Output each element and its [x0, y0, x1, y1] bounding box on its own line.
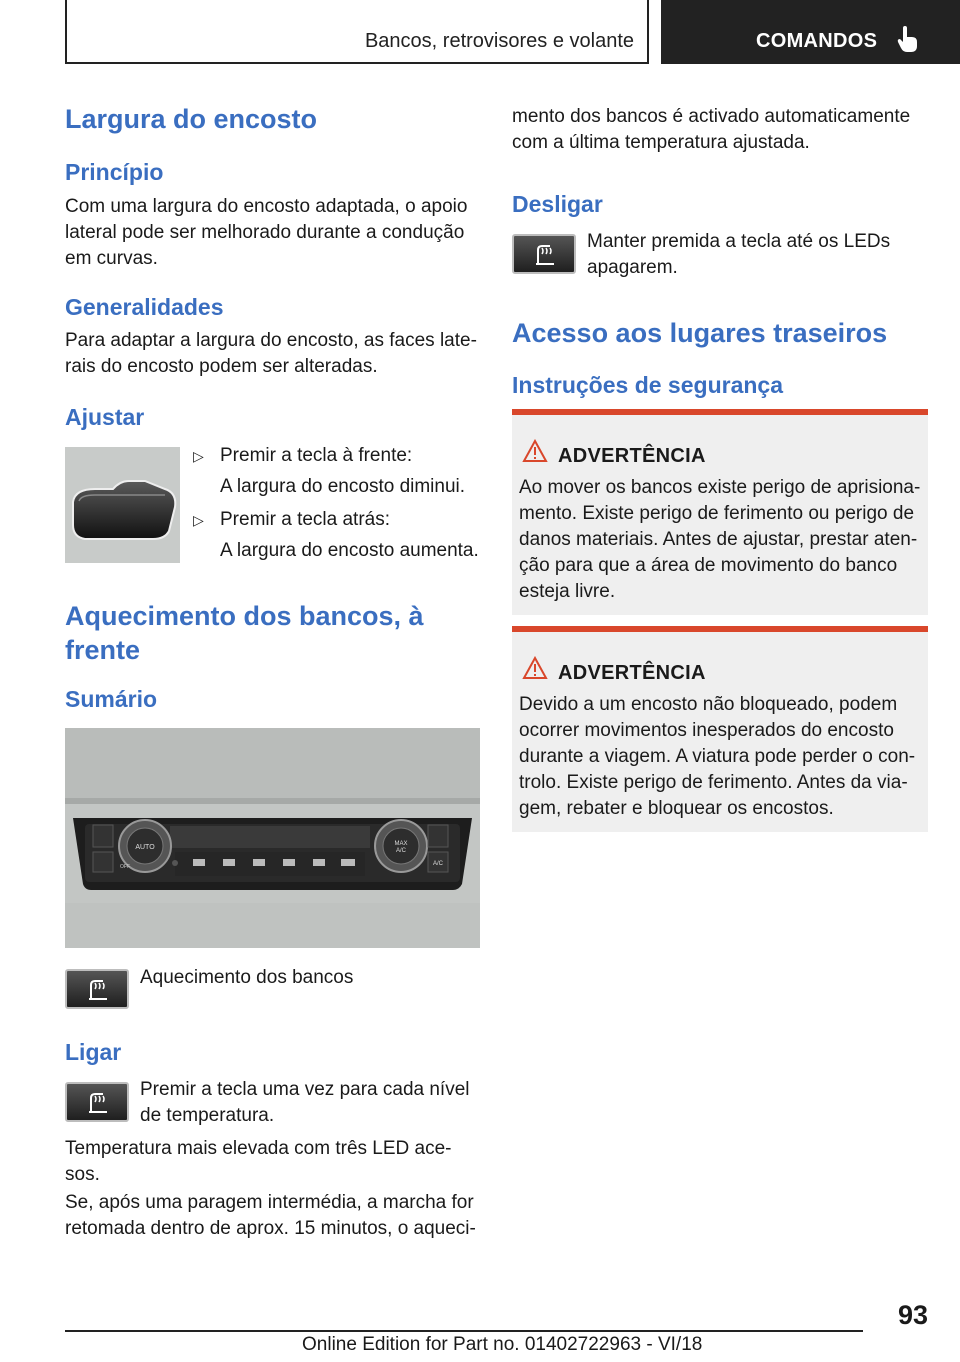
ajustar-item-front: [193, 443, 204, 469]
heading-desligar: Desligar: [512, 191, 603, 217]
heading-line: Aquecimento dos bancos, à: [65, 601, 424, 631]
ajustar-action-back: Premir a tecla atrás:: [220, 509, 390, 530]
heading-aquecimento: [65, 599, 424, 667]
ajustar-action-front: Premir a tecla à frente:: [220, 445, 413, 466]
paragraph-generalidades: [65, 328, 477, 380]
climate-panel-image: [65, 728, 480, 948]
heading-acesso: Acesso aos lugares traseiros: [512, 318, 888, 348]
caption-line: apagarem.: [587, 257, 678, 278]
ajustar-result-front: A largura do encosto diminui.: [220, 476, 466, 497]
warning-line: danos materiais. Antes de ajustar, prestar aten-: [519, 529, 918, 550]
warning-line: Devido a um encosto não bloqueado, podem: [519, 694, 898, 715]
seat-heating-icon: [67, 971, 127, 1007]
auto-button-label: AUTO: [135, 844, 155, 851]
warning-line: durante a viagem. A viatura pode perder o con-: [519, 746, 916, 767]
warning-line: ção para que a área de movimento do banco: [519, 555, 898, 576]
caption-line: Premir a tecla uma vez para cada nível: [140, 1079, 470, 1100]
heading-largura-encosto: Largura do encosto: [65, 104, 318, 134]
heading-line: frente: [65, 635, 141, 665]
ligar-caption: [140, 1077, 470, 1129]
warning-line: gem, rebater e bloquear os encostos.: [519, 798, 834, 819]
paragraph-line: Se, após uma paragem intermédia, a marcha for: [65, 1192, 474, 1213]
paragraph-line: retomada dentro de aprox. 15 minutos, o aqueci-: [65, 1218, 476, 1239]
heading-generalidades: Generalidades: [65, 294, 224, 320]
warning-title: ADVERTÊNCIA: [558, 445, 706, 467]
seat-heating-key-image: [65, 969, 129, 1009]
seat-heating-icon: [514, 236, 574, 272]
paragraph-line: Temperatura mais elevada com três LED ace-: [65, 1138, 452, 1159]
chapter-tab-label: COMANDOS: [756, 30, 878, 52]
heading-principio: Princípio: [65, 159, 164, 185]
edition-text: Online Edition for Part no. 01402722963 - VI/18: [302, 1334, 703, 1355]
ac-button-label: A/C: [432, 861, 444, 867]
warning-title: ADVERTÊNCIA: [558, 662, 706, 684]
warning-triangle-icon: [522, 439, 548, 468]
warning-line: Ao mover os bancos existe perigo de aprisiona-: [519, 477, 921, 498]
warning-line: trolo. Existe perigo de ferimento. Antes da via-: [519, 772, 908, 793]
pointing-hand-icon: [897, 26, 919, 57]
section-title: Bancos, retrovisores e volante: [364, 30, 634, 52]
paragraph-line: Para adaptar a largura do encosto, as faces late-: [65, 330, 477, 351]
warning-line: mento. Existe perigo de ferimento ou perigo de: [519, 503, 915, 524]
seat-heating-key-image-desligar: [512, 234, 576, 274]
paragraph-temperatura: [65, 1136, 452, 1188]
warning-triangle-icon: [522, 656, 548, 685]
off-label: OFF: [120, 864, 130, 870]
max-label: MAX: [394, 841, 408, 847]
paragraph-line: lateral pode ser melhorado durante a condução: [65, 222, 465, 243]
desligar-caption: [587, 229, 890, 281]
warning-line: ocorrer movimentos inesperados do encosto: [519, 720, 894, 741]
warning-text: [519, 475, 920, 605]
paragraph-line: Com uma largura do encosto adaptada, o apoio: [65, 196, 468, 217]
paragraph-line: mento dos bancos é activado automaticamente: [512, 106, 911, 127]
caption-line: de temperatura.: [140, 1105, 275, 1126]
seat-heating-icon: [67, 1084, 127, 1120]
max-ac-label: A/C: [395, 848, 407, 854]
bullet-triangle-icon: ▷: [193, 448, 204, 464]
ajustar-item-back: [193, 507, 204, 533]
paragraph-continuation: [512, 104, 910, 156]
seat-heating-key-image-ligar: [65, 1082, 129, 1122]
heading-sumario: Sumário: [65, 686, 158, 712]
paragraph-line: rais do encosto podem ser alteradas.: [65, 356, 378, 377]
paragraph-line: sos.: [65, 1164, 100, 1185]
warning-line: esteja livre.: [519, 581, 616, 602]
heading-ajustar: Ajustar: [65, 404, 145, 430]
heading-ligar: Ligar: [65, 1039, 122, 1065]
ajustar-result-back: A largura do encosto aumenta.: [220, 540, 479, 561]
paragraph-line: em curvas.: [65, 248, 158, 269]
backrest-switch-image: [65, 447, 180, 563]
bullet-triangle-icon: ▷: [193, 512, 204, 528]
paragraph-paragem: [65, 1190, 476, 1242]
seat-heating-caption: Aquecimento dos bancos: [140, 967, 354, 988]
page-number: 93: [897, 1300, 928, 1330]
chapter-tab[interactable]: [661, 0, 960, 64]
paragraph-line: com a última temperatura ajustada.: [512, 132, 810, 153]
warning-box: [512, 409, 928, 615]
footer-divider: [65, 1330, 863, 1332]
warning-box: [512, 626, 928, 832]
warning-text: [519, 692, 915, 822]
heading-instrucoes: Instruções de segurança: [512, 372, 783, 398]
caption-line: Manter premida a tecla até os LEDs: [587, 231, 891, 252]
paragraph-principio: [65, 194, 467, 272]
